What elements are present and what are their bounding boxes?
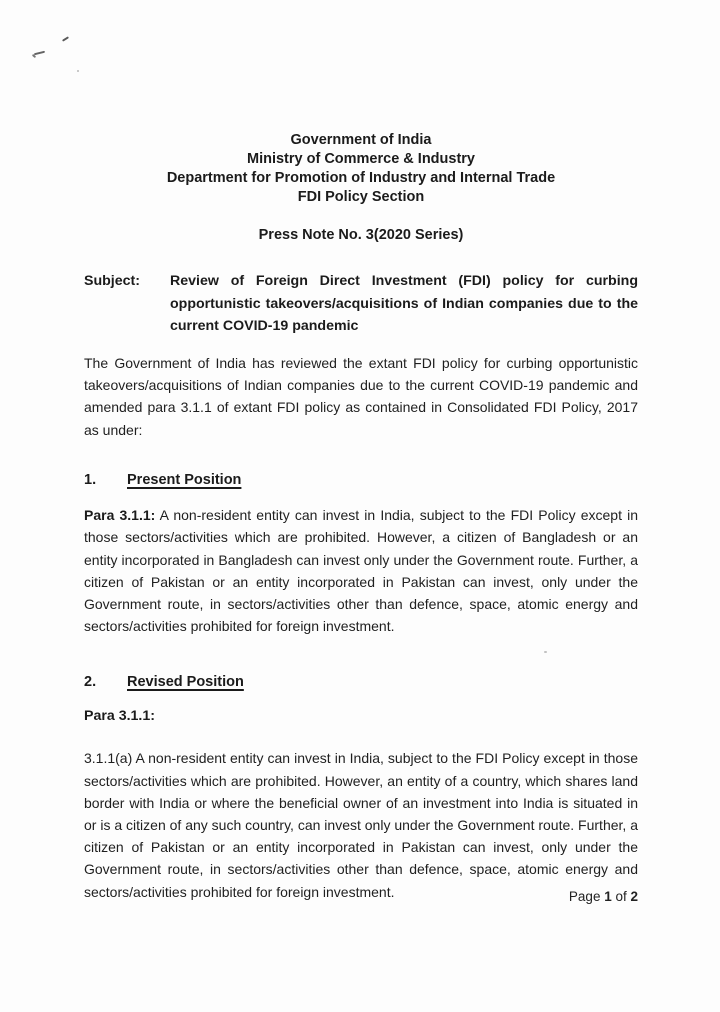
letterhead-line-section: FDI Policy Section <box>297 189 425 205</box>
footer-of-word: of <box>611 889 631 904</box>
letterhead-line-government: Government of India <box>290 132 432 148</box>
para-body-text: A non-resident entity can invest in India, subject to the FDI Policy except in those sectors/activities which are prohibited. However, a citizen of Bangladesh or an entity incorporated in Bangladesh can invest only under the Government route. Further, a citizen of Pakistan or an entity incorporated in Pakistan can invest, only under the Government route, in sectors/activities other than defence, space, atomic energy and sectors/activities prohibited for foreign investment. <box>84 507 638 635</box>
section-number: 2. <box>84 674 97 691</box>
scan-artifact-pen-mark <box>34 51 45 56</box>
footer-total-pages: 2 <box>630 889 638 904</box>
section-title: Present Position <box>127 472 242 489</box>
letterhead-line-ministry: Ministry of Commerce & Industry <box>246 151 475 167</box>
letterhead-line-department: Department for Promotion of Industry and Internal Trade <box>166 170 556 186</box>
document-content <box>84 0 638 903</box>
intro-paragraph: The Government of India has reviewed the extant FDI policy for curbing opportunistic takeovers/acquisitions of Indian companies due to the current COVID-19 pandemic and amended para 3.1.1 of extant FDI policy as contained in Consolidated FDI Policy, 2017 as under: <box>84 354 638 438</box>
scan-artifact-speckle <box>77 70 79 72</box>
press-note-title: Press Note No. 3(2020 Series) <box>258 227 464 243</box>
page-number-footer <box>569 889 638 904</box>
para-number-label: Para 3.1.1: <box>84 708 155 725</box>
subject-label: Subject: <box>84 273 140 289</box>
revised-position-paragraph: 3.1.1(a) A non-resident entity can invest in India, subject to the FDI Policy except in those sectors/activities which are prohibited. However, an entity of a country, which shares land border with India or where the beneficial owner of an investment into India is situated in or is a citizen of any such country, can invest only under the Government route. Further, a citizen of Pakistan or an entity incorporated in Pakistan can invest, only under the Government route, in sectors/activities other than defence, space, atomic energy and sectors/activities prohibited for foreign investment. <box>84 750 638 900</box>
letterhead <box>84 131 638 207</box>
subject-text: Review of Foreign Direct Investment (FDI) policy for curbing opportunistic takeovers/acquisitions of Indian companies due to the current COVID-19 pandemic <box>170 273 638 334</box>
present-position-paragraph <box>84 504 638 637</box>
footer-page-word: Page <box>568 889 605 904</box>
footer-current-page: 1 <box>604 889 612 904</box>
section-title: Revised Position <box>127 674 244 691</box>
subject-block <box>84 270 638 338</box>
scan-artifact-pen-mark <box>62 36 69 41</box>
section-heading-present-position <box>84 471 638 490</box>
para-number-label: Para 3.1.1: <box>84 507 156 524</box>
section-heading-revised-position <box>84 673 638 692</box>
section-number: 1. <box>84 472 97 489</box>
